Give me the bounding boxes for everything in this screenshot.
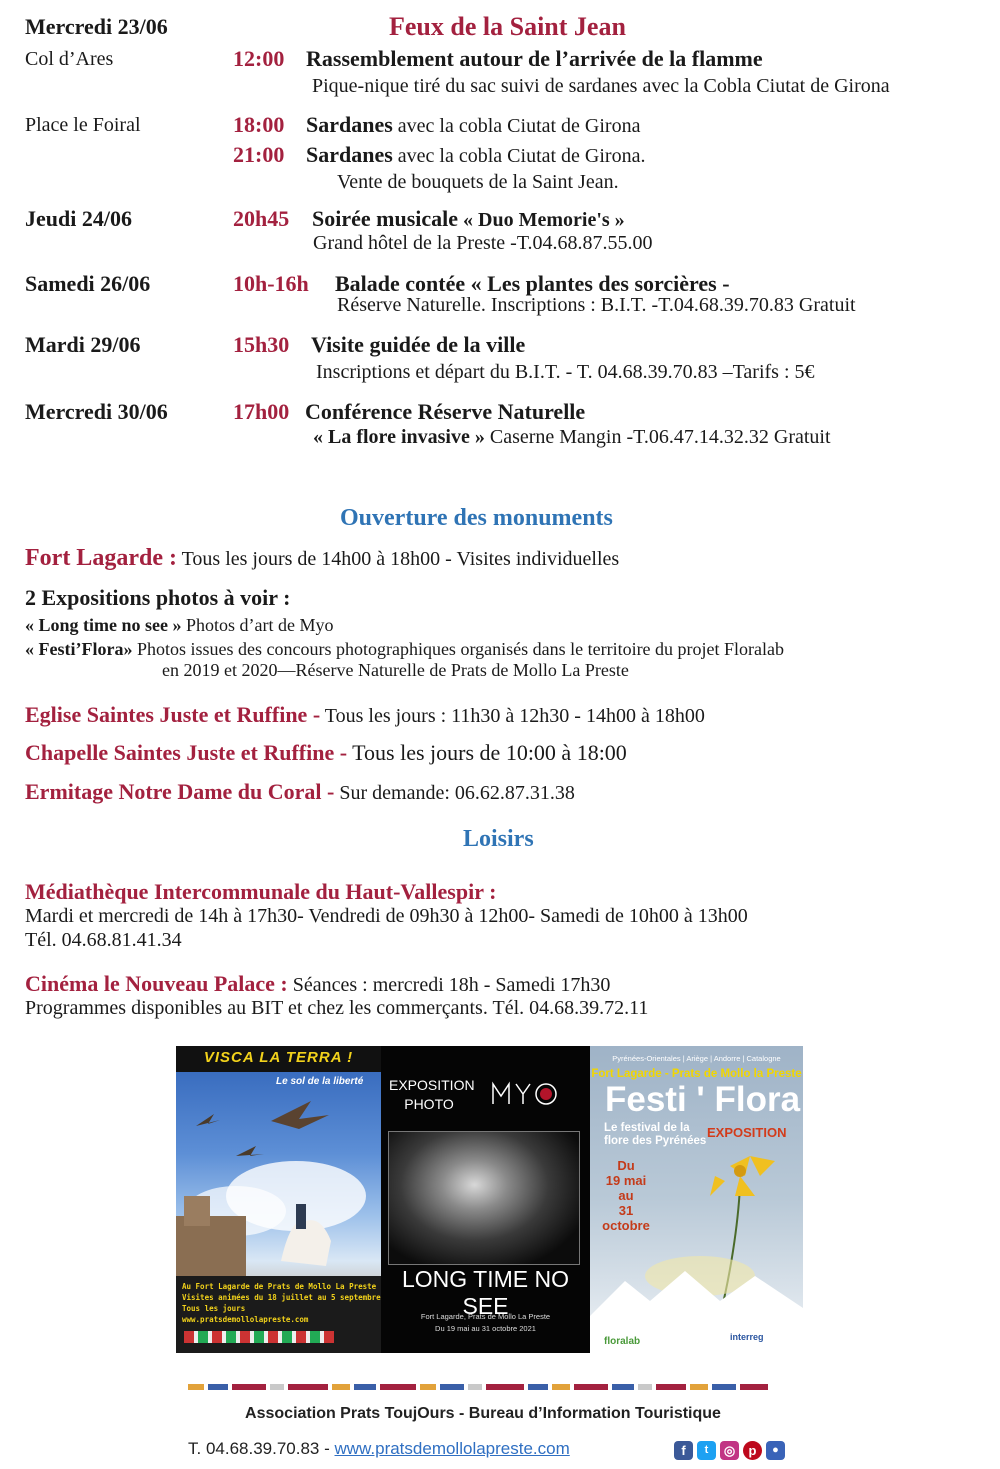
event-sardanes-21-title: Sardanes (306, 142, 393, 167)
expo-festi-name: « Festi’Flora» (25, 639, 133, 659)
mediatheque-hours: Mardi et mercredi de 14h à 17h30- Vendredi de 09h30 à 12h00- Samedi de 10h00 à 13h00 (25, 905, 748, 927)
stripe-segment (354, 1384, 376, 1390)
instagram-icon[interactable]: ◎ (720, 1441, 739, 1460)
eagle-icon (236, 1146, 264, 1156)
event-visite-detail: Inscriptions et départ du B.I.T. - T. 04.68.39.70.83 –Tarifs : 5€ (316, 361, 815, 383)
fort-lagarde-line (25, 545, 619, 572)
stripe-segment (468, 1384, 482, 1390)
location-col-ares: Col d’Ares (25, 48, 114, 70)
eglise-label: Eglise Saintes Juste et Ruffine - (25, 702, 321, 727)
eglise-text: Tous les jours : 11h30 à 12h30 - 14h00 à 18h00 (320, 705, 705, 727)
stripe-segment (656, 1384, 686, 1390)
ermitage-label: Ermitage Notre Dame du Coral - (25, 779, 335, 804)
myo-logo-icon (491, 1074, 561, 1114)
poster3-d1: 19 mai (605, 1173, 647, 1188)
eglise-line (25, 702, 705, 728)
date-mardi-29: Mardi 29/06 (25, 332, 141, 357)
footer-phone: T. 04.68.39.70.83 - (188, 1439, 335, 1458)
expo-long-time-name: « Long time no see » (25, 615, 182, 635)
event-soiree-extra: « Duo Memorie's » (458, 209, 625, 231)
chapelle-label: Chapelle Saintes Juste et Ruffine - (25, 740, 348, 765)
time-20h45: 20h45 (233, 206, 290, 231)
chapelle-text: Tous les jours de 10:00 à 18:00 (347, 740, 627, 765)
poster2-dates: Du 19 mai au 31 octobre 2021 (435, 1324, 536, 1333)
location-place-foiral: Place le Foiral (25, 114, 141, 136)
poster1-title: VISCA LA TERRA ! (203, 1049, 354, 1066)
poster-festi-flora (590, 1046, 803, 1353)
footer-website-link[interactable]: www.pratsdemollolapreste.com (334, 1439, 570, 1458)
poster1-line3: Tous les jours (182, 1304, 246, 1313)
stripe-segment (638, 1384, 652, 1390)
stripe-segment (712, 1384, 736, 1390)
event-sardanes-18-title: Sardanes (306, 112, 393, 137)
stripe-segment (188, 1384, 204, 1390)
time-17h00: 17h00 (233, 399, 290, 424)
event-conference-rest: Caserne Mangin -T.06.47.14.32.32 Gratuit (484, 426, 831, 448)
stripe-segment (332, 1384, 350, 1390)
event-conference-detail (313, 426, 831, 449)
event-conference-bold: « La flore invasive » (313, 426, 485, 448)
ermitage-line (25, 779, 575, 805)
cinema-text2: Programmes disponibles au BIT et chez les commerçants. Tél. 04.68.39.72.11 (25, 997, 649, 1019)
poster3-au: au (618, 1188, 634, 1203)
event-soiree-title: Soirée musicale (312, 206, 459, 231)
poster2-photo (388, 1131, 580, 1265)
time-15h30: 15h30 (233, 332, 290, 357)
stripe-segment (486, 1384, 524, 1390)
time-10h-16h: 10h-16h (233, 271, 309, 296)
stripe-segment (288, 1384, 328, 1390)
stripe-segment (270, 1384, 284, 1390)
cinema-line (25, 971, 610, 997)
poster1-line1: Au Fort Lagarde de Prats de Mollo La Preste (182, 1282, 377, 1291)
stripe-segment (740, 1384, 768, 1390)
event-sardanes-21-detail: Vente de bouquets de la Saint Jean. (337, 171, 619, 193)
poster3-regions: Pyrénées-Orientales | Ariège | Andorre | Catalogne (612, 1054, 781, 1063)
eagle-icon (196, 1114, 220, 1126)
event-rassemblement-detail: Pique-nique tiré du sac suivi de sardanes avec la Cobla Ciutat de Girona (312, 75, 890, 97)
poster3-floralab: floralab (604, 1336, 641, 1347)
expo-long-time-text: Photos d’art de Myo (181, 615, 334, 635)
poster3-festi-flora: Festi ' Flora (605, 1080, 801, 1119)
section-title-loisirs: Loisirs (463, 826, 534, 852)
date-jeudi-24: Jeudi 24/06 (25, 206, 132, 231)
poster3-d2: 31 octobre (602, 1203, 650, 1233)
poster3-sub2: flore des Pyrénées (604, 1135, 707, 1147)
time-21-00: 21:00 (233, 142, 285, 167)
poster1-illustration (176, 1046, 381, 1276)
poster1-line4: www.pratsdemollolapreste.com (182, 1315, 309, 1324)
event-conference: Conférence Réserve Naturelle (305, 399, 586, 424)
stripe-segment (612, 1384, 634, 1390)
expo-festi-text2: en 2019 et 2020—Réserve Naturelle de Prats de Mollo La Preste (162, 660, 629, 680)
expo-long-time (25, 615, 334, 636)
poster-long-time-no-see (381, 1046, 590, 1353)
poster3-bottom-band (590, 1316, 803, 1353)
date-mercredi-23: Mercredi 23/06 (25, 14, 168, 39)
poster3-fort: Fort Lagarde - Prats de Mollo la Preste (591, 1068, 802, 1080)
expo-festi-flora (25, 639, 784, 660)
footer-contact (188, 1439, 570, 1459)
cinema-label: Cinéma le Nouveau Palace : (25, 971, 288, 996)
stripe-segment (232, 1384, 266, 1390)
date-samedi-26: Samedi 26/06 (25, 271, 151, 296)
event-balade-detail: Réserve Naturelle. Inscriptions : B.I.T. -T.04.68.39.70.83 Gratuit (337, 294, 856, 316)
poster3-sub1: Le festival de la (604, 1122, 690, 1134)
fort-lagarde-text: Tous les jours de 14h00 à 18h00 - Visites individuelles (176, 548, 620, 570)
stripe-segment (690, 1384, 708, 1390)
date-mercredi-30: Mercredi 30/06 (25, 399, 168, 424)
event-sardanes-18-rest: avec la cobla Ciutat de Girona (392, 115, 641, 137)
event-soiree-musicale (312, 206, 625, 232)
poster3-interreg: interreg (730, 1332, 764, 1342)
poster-visca-la-terra (176, 1046, 381, 1353)
mediatheque-tel: Tél. 04.68.81.41.34 (25, 929, 182, 951)
time-12-00: 12:00 (233, 46, 285, 71)
poster1-sponsor-logos (184, 1331, 334, 1343)
poster3-exposition: EXPOSITION (707, 1125, 787, 1140)
chapelle-line (25, 740, 627, 766)
event-sardanes-18 (306, 112, 640, 138)
cinema-text: Séances : mercredi 18h - Samedi 17h30 (287, 974, 611, 996)
poster1-subtitle: Le sol de la liberté (276, 1076, 364, 1087)
lily-flower-illustration (590, 1046, 803, 1353)
flickr-icon[interactable]: ● (766, 1441, 785, 1460)
ermitage-text: Sur demande: 06.62.87.31.38 (334, 782, 575, 804)
stripe-segment (574, 1384, 608, 1390)
poster2-title: LONG TIME NO SEE (402, 1266, 569, 1319)
event-rassemblement: Rassemblement autour de l’arrivée de la flamme (306, 46, 763, 71)
footer-association: Association Prats ToujOurs - Bureau d’Information Touristique (245, 1405, 721, 1422)
pinterest-icon[interactable]: p (743, 1441, 762, 1460)
event-sardanes-21 (306, 142, 645, 168)
poster1-line2: Visites animées du 18 juillet au 5 septembre (182, 1293, 381, 1302)
mediatheque-label: Médiathèque Intercommunale du Haut-Vallespir : (25, 879, 497, 904)
expo-festi-text: Photos issues des concours photographiques organisés dans le territoire du projet Floralab (132, 639, 785, 659)
facebook-icon[interactable]: f (674, 1441, 693, 1460)
poster2-exposition: EXPOSITION PHOTO (389, 1077, 475, 1112)
event-visite-guidee: Visite guidée de la ville (311, 332, 526, 357)
poster3-du: Du (617, 1158, 635, 1173)
footer-color-stripes (188, 1384, 772, 1390)
stripe-segment (552, 1384, 570, 1390)
section-title-monuments: Ouverture des monuments (340, 505, 613, 531)
expo-heading: 2 Expositions photos à voir : (25, 585, 291, 610)
twitter-icon[interactable]: t (697, 1441, 716, 1460)
eagle-icon (271, 1101, 329, 1129)
stripe-segment (440, 1384, 464, 1390)
event-soiree-detail: Grand hôtel de la Preste -T.04.68.87.55.00 (313, 232, 653, 254)
stripe-segment (380, 1384, 416, 1390)
stripe-segment (208, 1384, 228, 1390)
time-18-00: 18:00 (233, 112, 285, 137)
event-sardanes-21-rest: avec la cobla Ciutat de Girona. (392, 145, 646, 167)
stripe-segment (528, 1384, 548, 1390)
stripe-segment (420, 1384, 436, 1390)
event-balade-contee: Balade contée « Les plantes des sorcières - (335, 271, 730, 296)
section-title-saint-jean: Feux de la Saint Jean (389, 12, 626, 41)
poster2-place: Fort Lagarde, Prats de Mollo La Preste (420, 1312, 551, 1321)
fort-lagarde-label: Fort Lagarde : (25, 545, 177, 571)
